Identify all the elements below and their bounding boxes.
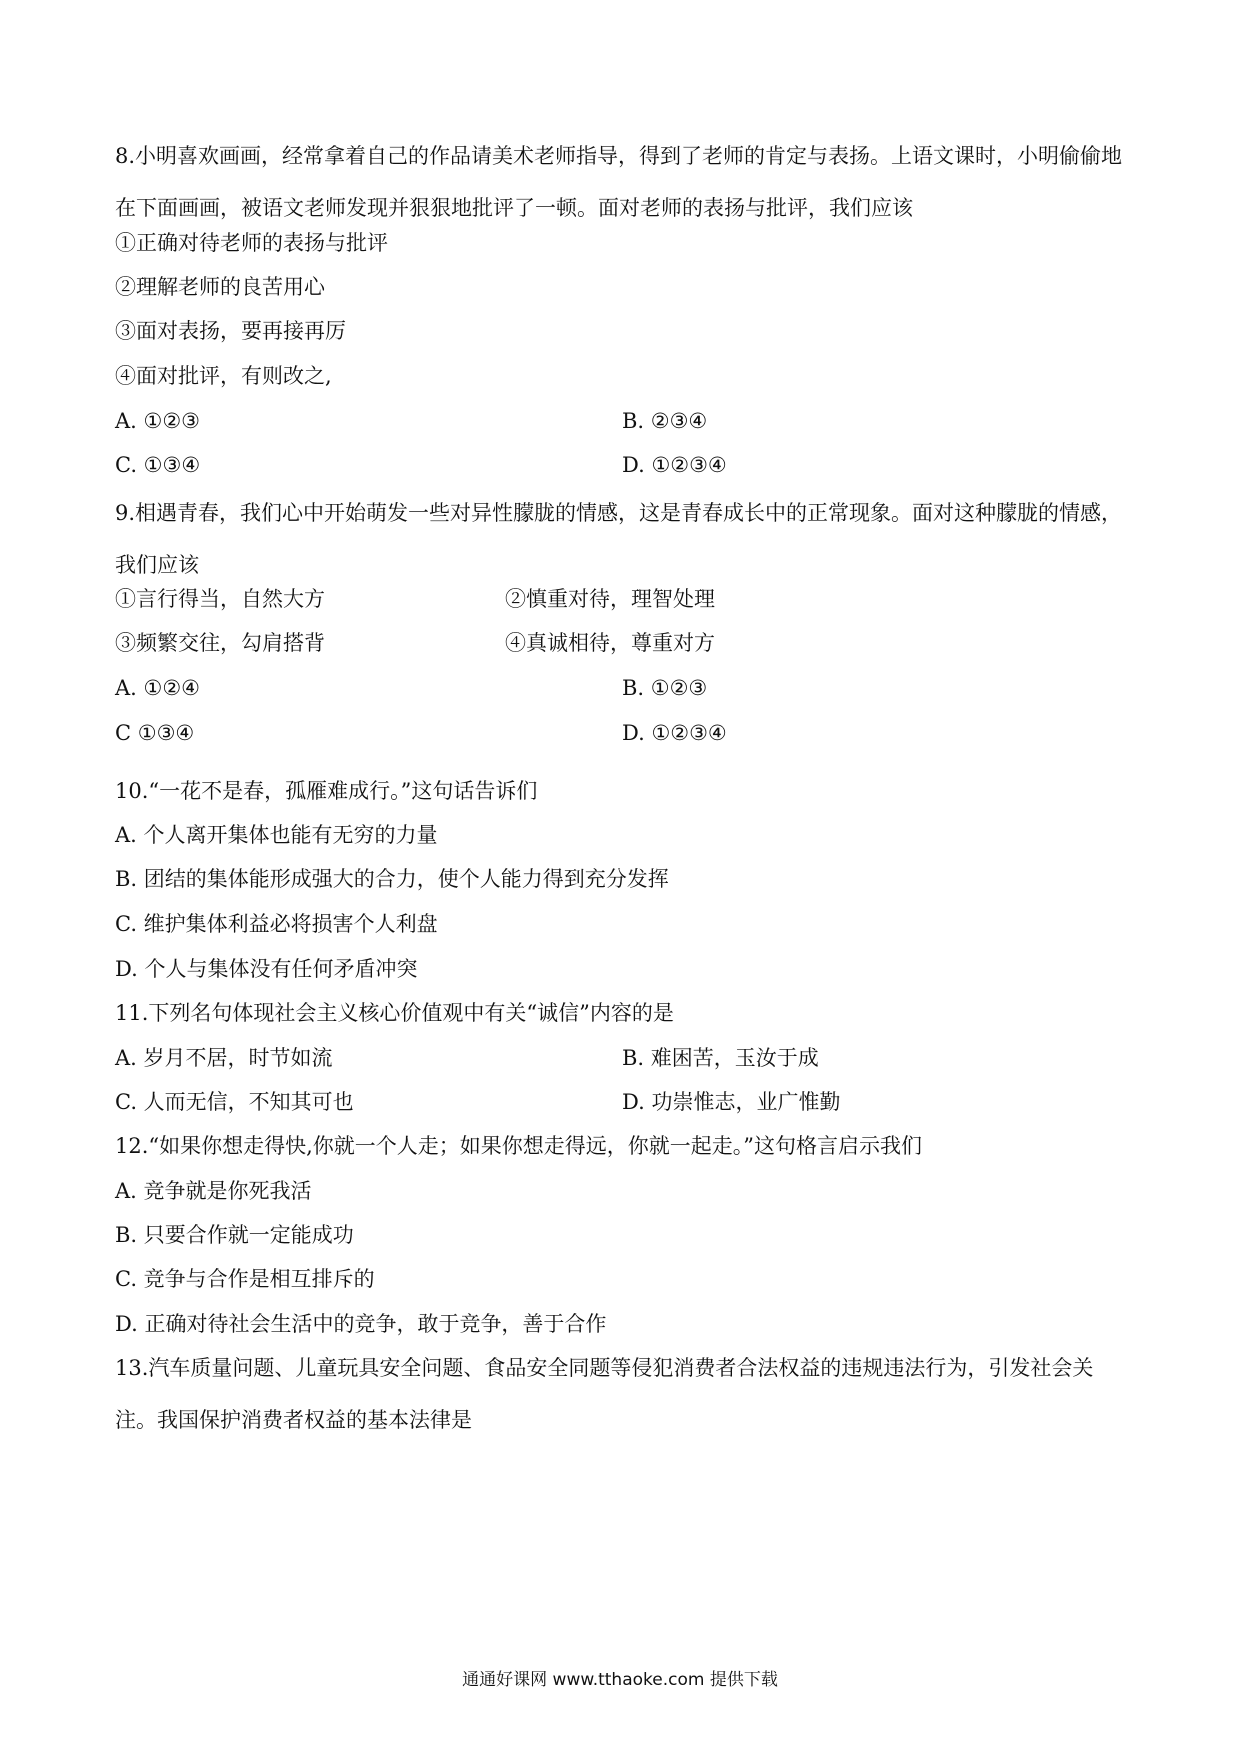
question-11-option-c: C. 人而无信，不知其可也 bbox=[115, 1090, 354, 1114]
question-9-stem: 9.相遇青春，我们心中开始萌发一些对异性朦胧的情感，这是青春成长中的正常现象。面对这种朦胧的情感，我们应该 bbox=[115, 501, 1123, 577]
question-12-option-a: A. 竞争就是你死我活 bbox=[115, 1179, 312, 1203]
question-8-item-1: ①正确对待老师的表扬与批评 bbox=[115, 231, 388, 255]
question-9-item-2: ②慎重对待，理智处理 bbox=[505, 587, 715, 611]
question-12-option-c: C. 竞争与合作是相互排斥的 bbox=[115, 1267, 375, 1291]
question-9-option-d: D. ①②③④ bbox=[622, 721, 727, 745]
question-11-option-b: B. 难困苦，玉汝于成 bbox=[622, 1046, 819, 1070]
question-9-item-3: ③频繁交往，勾肩搭背 bbox=[115, 631, 325, 655]
question-8-item-4: ④面对批评，有则改之, bbox=[115, 364, 332, 388]
question-10-option-b: B. 团结的集体能形成强大的合力，使个人能力得到充分发挥 bbox=[115, 867, 669, 891]
question-11-stem: 11.下列名句体现社会主义核心价值观中有关“诚信”内容的是 bbox=[115, 1001, 674, 1025]
question-13-stem: 13.汽车质量问题、儿童玩具安全问题、食品安全同题等侵犯消费者合法权益的违规违法行为，引发社会关注。我国保护消费者权益的基本法律是 bbox=[115, 1356, 1094, 1432]
question-9-option-c: C ①③④ bbox=[115, 721, 195, 745]
question-10-option-d: D. 个人与集体没有任何矛盾冲突 bbox=[115, 957, 418, 981]
question-12-option-d: D. 正确对待社会生活中的竞争，敢于竞争，善于合作 bbox=[115, 1312, 607, 1336]
question-8-item-3: ③面对表扬，要再接再厉 bbox=[115, 319, 346, 343]
question-8-stem: 8.小明喜欢画画，经常拿着自己的作品请美术老师指导，得到了老师的肯定与表扬。上语文课时，小明偷偷地在下面画画，被语文老师发现并狠狠地批评了一顿。面对老师的表扬与批评，我们应该 bbox=[115, 144, 1123, 220]
question-10-stem: 10.“一花不是春，孤雁难成行。”这句话告诉们 bbox=[115, 779, 538, 803]
question-12-stem: 12.“如果你想走得快,你就一个人走；如果你想走得远，你就一起走。”这句格言启示我们 bbox=[115, 1134, 923, 1158]
page-footer: 通通好课网 www.tthaoke.com 提供下载 bbox=[462, 1670, 778, 1690]
question-11-option-a: A. 岁月不居，时节如流 bbox=[115, 1046, 333, 1070]
question-8-option-a: A. ①②③ bbox=[115, 409, 200, 433]
question-9-item-1: ①言行得当，自然大方 bbox=[115, 587, 325, 611]
question-8-option-d: D. ①②③④ bbox=[622, 453, 727, 477]
question-9-item-4: ④真诚相待，尊重对方 bbox=[505, 631, 715, 655]
question-8-item-2: ②理解老师的良苦用心 bbox=[115, 275, 325, 299]
question-12-option-b: B. 只要合作就一定能成功 bbox=[115, 1223, 354, 1247]
question-8-option-c: C. ①③④ bbox=[115, 453, 201, 477]
question-9-option-b: B. ①②③ bbox=[622, 676, 708, 700]
question-9-option-a: A. ①②④ bbox=[115, 676, 200, 700]
question-10-option-a: A. 个人离开集体也能有无穷的力量 bbox=[115, 823, 438, 847]
question-10-option-c: C. 维护集体利益必将损害个人利盘 bbox=[115, 912, 438, 936]
question-8-option-b: B. ②③④ bbox=[622, 409, 708, 433]
question-11-option-d: D. 功崇惟志，业广惟勤 bbox=[622, 1090, 841, 1114]
